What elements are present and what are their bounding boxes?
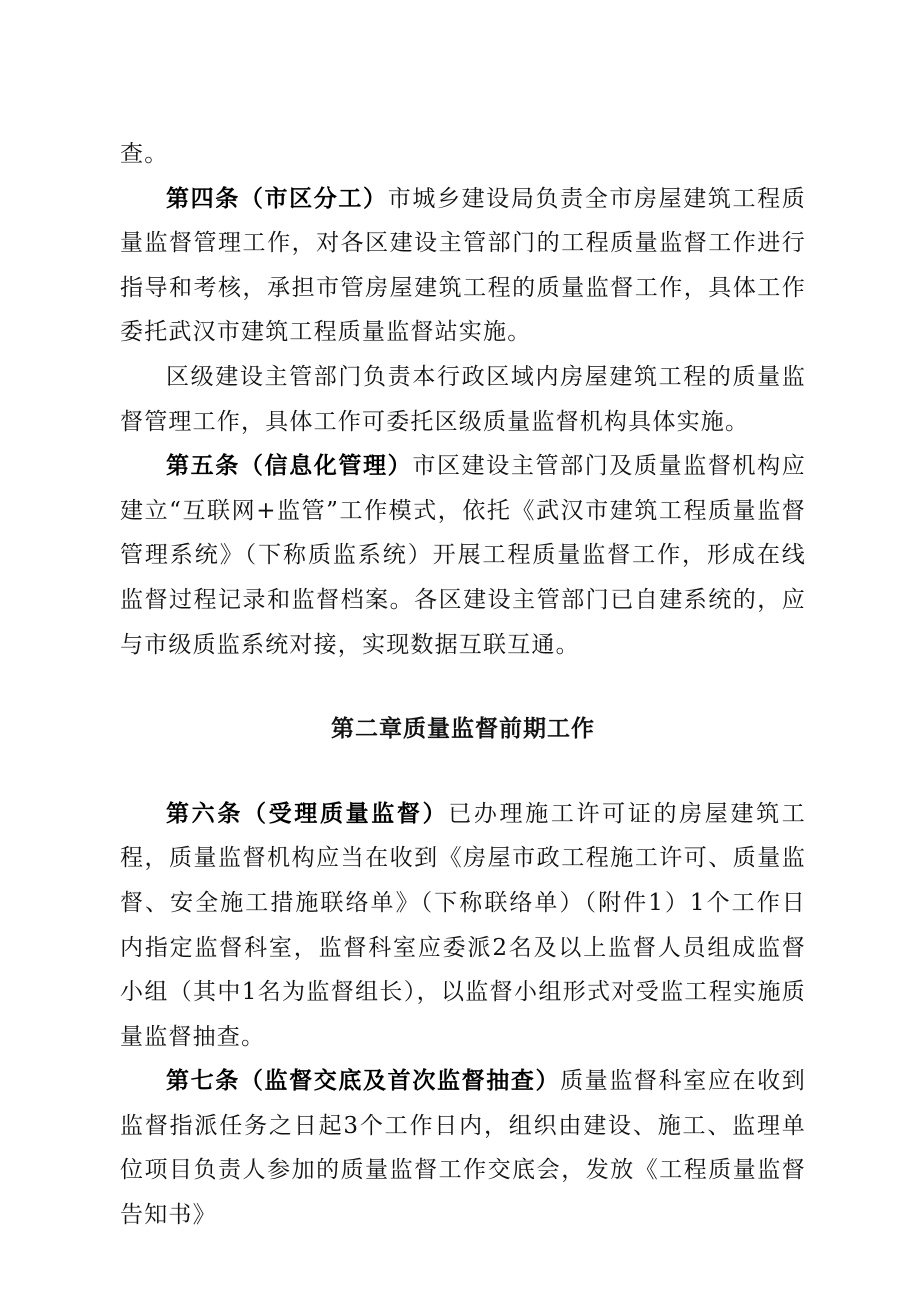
article-5: [120, 444, 806, 667]
chapter-title: 第二章质量监督前期工作: [331, 715, 595, 743]
article-4-heading: 第四条（市区分工）: [166, 184, 388, 212]
article-4-paragraph-2-body: 区级建设主管部门负责本行政区域内房屋建筑工程的质量监督管理工作，具体工作可委托区级质量监督机构具体实施。: [120, 363, 806, 435]
article-4-body: 市城乡建设局负责全市房屋建筑工程质量监督管理工作，对各区建设主管部门的工程质量监督工作进行指导和考核，承担市管房屋建筑工程的质量监督工作，具体工作委托武汉市建筑工程质量监督站实施。: [120, 185, 806, 346]
continued-fragment: 查。: [120, 141, 169, 167]
article-6-heading: 第六条（受理质量监督）: [166, 799, 449, 827]
article-7-body: 质量监督科室应在收到监督指派任务之日起3个工作日内，组织由建设、施工、监理单位项目负责人参加的质量监督工作交底会，发放《工程质量监督告知书》: [120, 1068, 807, 1229]
document-page: [120, 132, 806, 1238]
article-5-body: 市区建设主管部门及质量监督机构应建立“互联网+监管”工作模式，依托《武汉市建筑工程质量监督管理系统》（下称质监系统）开展工程质量监督工作，形成在线监督过程记录和监督档案。各区建设主管部门已自建系统的，应与市级质监系统对接，实现数据互联互通。: [120, 453, 807, 658]
article-4: [120, 177, 806, 355]
article-6: [120, 792, 806, 1060]
article-7: [120, 1059, 806, 1237]
article-7-heading: 第七条（监督交底及首次监督抽查）: [166, 1067, 561, 1095]
article-6-body: 已办理施工许可证的房屋建筑工程，质量监督机构应当在收到《房屋市政工程施工许可、质量监督、安全施工措施联络单》（下称联络单）（附件1）1个工作日内指定监督科室，监督科室应委派2名及以上监督人员组成监督小组（其中1名为监督组长），以监督小组形式对受监工程实施质量监督抽查。: [120, 800, 806, 1050]
article-4-paragraph-2: [120, 355, 806, 444]
article-5-heading: 第五条（信息化管理）: [166, 452, 413, 480]
